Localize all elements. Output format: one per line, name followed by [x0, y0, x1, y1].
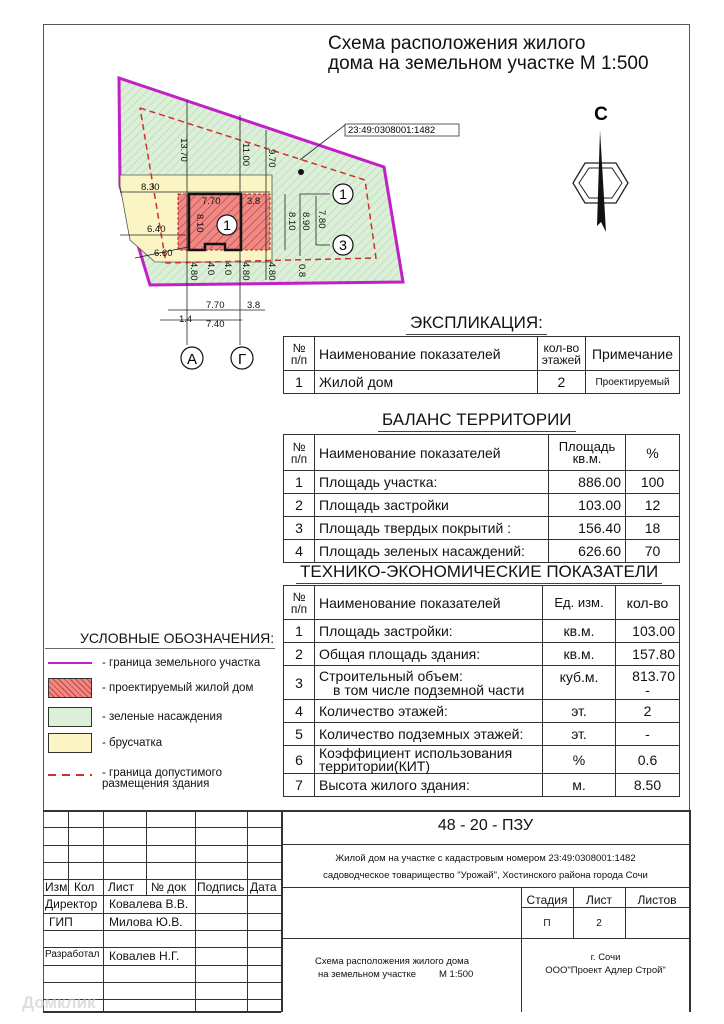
dim-bottom-6: 0.8: [296, 264, 307, 278]
role-developer: Разработал: [45, 949, 100, 960]
sheet-value: 2: [596, 918, 602, 929]
stage-value: П: [543, 918, 551, 929]
table-row: 1 Площадь участка: 886.00 100: [284, 471, 680, 494]
table-row: 1 Жилой дом 2 Проектируемый: [284, 371, 680, 394]
header-cell: Наименование показателей: [315, 337, 538, 371]
dim-right-7-80: 7.80: [316, 210, 327, 229]
role-gip: ГИП: [49, 915, 73, 929]
table-row: 2 Общая площадь здания: кв.м. 157.80: [284, 643, 680, 666]
dim-below-7-40: 7.40: [206, 319, 225, 330]
table-row: 6 Коэффициент использования территории(КИТ) % 0.6: [284, 746, 680, 774]
setback-swatch: [48, 774, 92, 776]
axis-a: А: [186, 351, 198, 368]
organization: ООО"Проект Адлер Строй": [545, 965, 666, 976]
table-row: 1 Площадь застройки: кв.м. 103.00: [284, 620, 680, 643]
table-row: 4 Площадь зеленых насаждений: 626.60 70: [284, 540, 680, 563]
callout-1: 1: [339, 186, 347, 202]
dim-11-00: 11.00: [240, 143, 251, 167]
table-row: 2 Площадь застройки 103.00 12: [284, 494, 680, 517]
dim-below-1-4: 1.4: [179, 314, 193, 325]
tep-title: ТЕХНИКО-ЭКОНОМИЧЕСКИЕ ПОКАЗАТЕЛИ: [296, 562, 662, 584]
project-description-1: Жилой дом на участке с кадастровым номером 23:49:0308001:1482: [335, 853, 636, 864]
building-swatch: [48, 678, 92, 698]
name-gip: Милова Ю.В.: [109, 915, 183, 929]
dim-6-60: 6.60: [154, 248, 173, 259]
project-description-2: садоводческое товарищество "Урожай", Хостинского района города Сочи: [323, 870, 648, 881]
stage-header: Стадия: [526, 893, 568, 907]
tep-table: № п/п Наименование показателей Ед. изм. кол-во 1 Площадь застройки: кв.м. 103.00 2 Общая площадь здания: кв.м. 157.80 3 Строительный объем: в том числе подземной части куб.м. 813.70 - 4 Количество этажей: эт. 2 5 Количество подземных этажей: эт. - 6 Коэффициент использования территории(КИТ) % 0.6 7 Высота жилого здания: м. 8.50: [283, 585, 680, 797]
north-label: С: [594, 104, 608, 125]
paving-swatch: [48, 733, 92, 753]
dim-8-10: 8.10: [194, 214, 205, 233]
north-arrow-icon: [573, 104, 628, 232]
sheet-title-1: Схема расположения жилого дома: [315, 956, 469, 967]
table-row: 3 Строительный объем: в том числе подземной части куб.м. 813.70 -: [284, 666, 680, 700]
dim-bottom-3: 4.0: [222, 262, 233, 276]
axis-g: Г: [237, 351, 247, 368]
col-list: Лист: [108, 880, 135, 894]
legend-item-building: - проектируемый жилой дом: [48, 678, 253, 698]
legend-underline: [45, 648, 275, 649]
col-sign: Подпись: [197, 880, 245, 894]
balance-table: № п/п Наименование показателей Площадь кв.м. % 1 Площадь участка: 886.00 100 2 Площадь застройки 103.00 12 3 Площадь твердых покрытий : 156.40 18 4 Площадь зеленых насаждений: 626.60 70: [283, 434, 680, 563]
title-line-2: дома на земельном участке М 1:500: [328, 53, 649, 74]
legend-item-green: - зеленые насаждения: [48, 707, 222, 727]
boundary-swatch: [48, 662, 92, 664]
dim-13-70: 13.70: [178, 138, 189, 162]
green-swatch: [48, 707, 92, 727]
dim-3-8: 3.8: [247, 196, 261, 207]
city: г. Сочи: [590, 952, 621, 963]
dim-9-70: 9.70: [266, 149, 277, 168]
watermark: Домклик: [22, 993, 96, 1012]
sheet-header: Лист: [585, 893, 613, 907]
legend-item-setback: - граница допустимого размещения здания: [48, 768, 262, 790]
role-director: Директор: [45, 897, 98, 911]
callout-3: 3: [339, 237, 347, 253]
col-doc: № док: [151, 880, 187, 894]
legend-item-paving: - брусчатка: [48, 733, 162, 753]
table-row: 4 Количество этажей: эт. 2: [284, 700, 680, 723]
dim-bottom-2: 4.0: [205, 262, 216, 276]
header-cell: № п/п: [284, 337, 315, 371]
building-marker: 1: [223, 217, 231, 233]
cadastral-label: 23:49:0308001:1482: [348, 125, 436, 136]
title-block: [43, 810, 690, 1012]
dim-7-70: 7.70: [202, 196, 221, 207]
table-row: 3 Площадь твердых покрытий : 156.40 18: [284, 517, 680, 540]
name-developer: Ковалев Н.Г.: [109, 949, 180, 963]
col-date: Дата: [250, 880, 277, 894]
col-izm: Изм: [45, 880, 68, 894]
name-director: Ковалева В.В.: [109, 897, 189, 911]
legend-item-boundary: - граница земельного участка: [48, 657, 260, 669]
balance-title: БАЛАНС ТЕРРИТОРИИ: [378, 410, 576, 432]
table-row: 7 Высота жилого здания: м. 8.50: [284, 774, 680, 797]
explication-title: ЭКСПЛИКАЦИЯ:: [406, 313, 547, 335]
sheet-title-2: на земельном участке: [318, 969, 417, 980]
col-kol: Кол: [74, 880, 95, 894]
title-line-1: Схема расположения жилого: [328, 33, 586, 54]
header-cell: Примечание: [586, 337, 680, 371]
dim-8-30: 8.30: [141, 182, 160, 193]
legend-title: УСЛОВНЫЕ ОБОЗНАЧЕНИЯ:: [80, 630, 275, 646]
sheets-header: Листов: [637, 893, 677, 907]
document-code: 48 - 20 - ПЗУ: [437, 817, 534, 834]
dim-right-8-90: 8.90: [300, 212, 311, 231]
dim-bottom-1: 4.80: [188, 262, 199, 281]
dim-bottom-4: 4.80: [240, 262, 251, 281]
dim-right-8-10: 8.10: [286, 212, 297, 231]
header-cell: кол-во этажей: [537, 337, 585, 371]
plot-point: [298, 169, 304, 175]
dim-below-3-8: 3.8: [247, 300, 261, 311]
table-row: 5 Количество подземных этажей: эт. -: [284, 723, 680, 746]
explication-table: [283, 336, 680, 394]
dim-6-40: 6.40: [147, 224, 166, 235]
dim-below-7-70: 7.70: [206, 300, 225, 311]
sheet-scale: М 1:500: [439, 969, 474, 980]
dim-bottom-5: 4.80: [266, 262, 277, 281]
